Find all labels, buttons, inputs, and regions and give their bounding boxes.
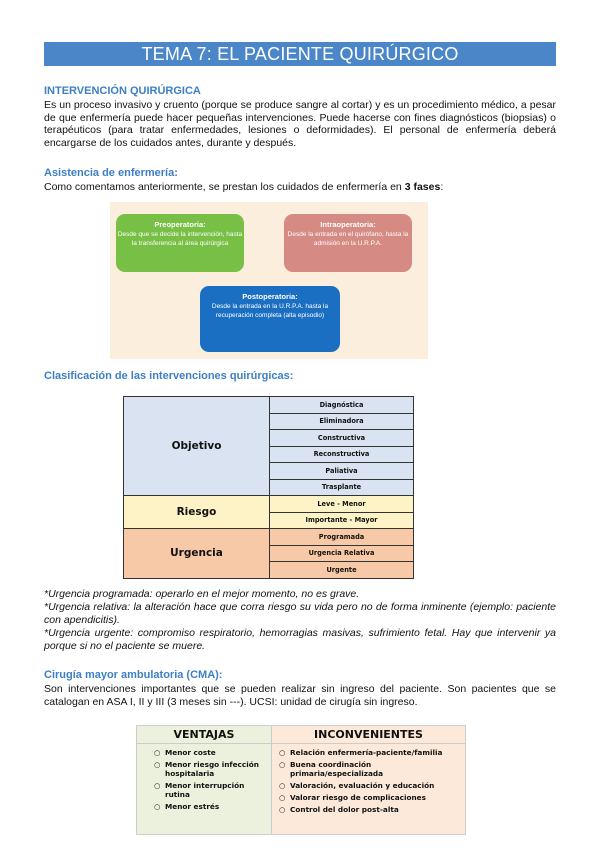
table-cell: Paliativa [270,463,414,480]
list-item-text: Valoración, evaluación y educación [290,781,435,790]
category-urgencia: Urgencia [124,529,270,579]
ventajas-list [137,748,271,811]
phase-desc: Desde que se decide la intervención, hasta la transferencia al área quirúrgica [117,231,243,247]
phase-intraoperatoria [284,214,412,272]
phase-preoperatoria [116,214,244,272]
phases-diagram [110,202,428,359]
list-item [137,781,271,799]
bullet-icon: ○ [154,781,161,790]
list-item [272,793,465,802]
table-cell: Constructiva [270,430,414,447]
note-urgencia-programada: *Urgencia programada: operarlo en el mejor momento, no es grave. [44,588,360,600]
table-cell: Diagnóstica [270,397,414,414]
phase-postoperatoria [200,286,340,352]
table-row [137,744,466,835]
table-row [137,726,466,744]
pros-cons-table [136,725,466,835]
list-item-text: Menor coste [165,748,216,757]
list-item-text: Relación enfermería-paciente/familia [290,748,443,757]
table-cell: Programada [270,529,414,546]
ventajas-cell [137,744,272,835]
inconvenientes-cell [272,744,466,835]
list-item-text: Menor interrupción rutina [165,781,245,799]
bullet-icon: ○ [279,748,286,757]
list-item [272,748,465,757]
asistencia-text: Como comentamos anteriormente, se prestan los cuidados de enfermería en [44,181,405,193]
category-objetivo: Objetivo [124,397,270,496]
bullet-icon: ○ [154,748,161,757]
phase-title: Postoperatoria: [242,292,298,301]
bullet-icon: ○ [154,760,161,769]
bullet-icon: ○ [279,793,286,802]
category-riesgo: Riesgo [124,496,270,529]
table-row [124,496,414,513]
list-item [137,748,271,757]
page-title: TEMA 7: EL PACIENTE QUIRÚRGICO [44,42,556,66]
table-cell: Leve - Menor [270,496,414,513]
list-item-text: Buena coordinación primaria/especializada [290,760,384,778]
intervencion-paragraph: Es un proceso invasivo y cruento (porque se produce sangre al cortar) y es un procedimiento médico, a pesar de que enfermería puede hacer pequeñas intervenciones. Puede hacerse con fines diagnósticos (biopsias) o terapéuticos (para tratar enfermedades, lesiones o deformidades). El personal de enfermería deberá encargarse de los cuidados antes, durante y después. [44,99,556,149]
table-cell: Reconstructiva [270,446,414,463]
phase-desc: Desde la entrada en el quirófano, hasta la admisión en la U.R.P.A. [287,231,409,247]
list-item-text: Valorar riesgo de complicaciones [290,793,426,802]
section-heading-clasificacion: Clasificación de las intervenciones quirúrgicas: [44,370,294,382]
note-urgencia-relativa: *Urgencia relativa: la alteración hace que corra riesgo su vida pero no de forma inminente (ejemplo: paciente con apendicitis). [44,601,556,626]
asistencia-paragraph [44,181,556,194]
table-cell: Importante - Mayor [270,512,414,529]
list-item-text: Menor estrés [165,802,220,811]
asistencia-bold: 3 fases [404,181,441,193]
phase-title: Preoperatoria: [154,220,206,229]
cma-paragraph: Son intervenciones importantes que se pueden realizar sin ingreso del paciente. Son pacientes que se catalogan en ASA I, II y III (3 meses sin ---). UCSI: unidad de cirugía sin ingreso. [44,683,556,708]
list-item [272,760,465,778]
note-urgencia-urgente: *Urgencia urgente: compromiso respiratorio, hemorragias masivas, sufrimiento fetal. Hay que intervenir ya porque si no el paciente se muere. [44,627,556,652]
bullet-icon: ○ [279,760,286,769]
bullet-icon: ○ [279,805,286,814]
table-cell: Trasplante [270,479,414,496]
bullet-icon: ○ [279,781,286,790]
inconvenientes-list [272,748,465,814]
table-row [124,529,414,546]
table-cell: Eliminadora [270,413,414,430]
list-item [137,760,271,778]
bullet-icon: ○ [154,802,161,811]
list-item-text: Control del dolor post-alta [290,805,399,814]
list-item [137,802,271,811]
table-cell: Urgente [270,562,414,579]
inconvenientes-header: INCONVENIENTES [272,726,466,744]
asistencia-colon: : [440,181,444,193]
section-heading-asistencia: Asistencia de enfermería: [44,167,178,179]
phase-title: Intraoperatoria: [320,220,376,229]
ventajas-header: VENTAJAS [137,726,272,744]
table-cell: Urgencia Relativa [270,545,414,562]
list-item [272,781,465,790]
section-heading-intervencion: INTERVENCIÓN QUIRÚRGICA [44,85,201,97]
list-item [272,805,465,814]
classification-table [123,396,414,579]
section-heading-cma: Cirugía mayor ambulatoria (CMA): [44,669,223,681]
table-row [124,397,414,414]
list-item-text: Menor riesgo infección hospitalaria [165,760,259,778]
phase-desc: Desde la entrada en la U.R.P.A. hasta la recuperación completa (alta episodio) [211,303,329,319]
